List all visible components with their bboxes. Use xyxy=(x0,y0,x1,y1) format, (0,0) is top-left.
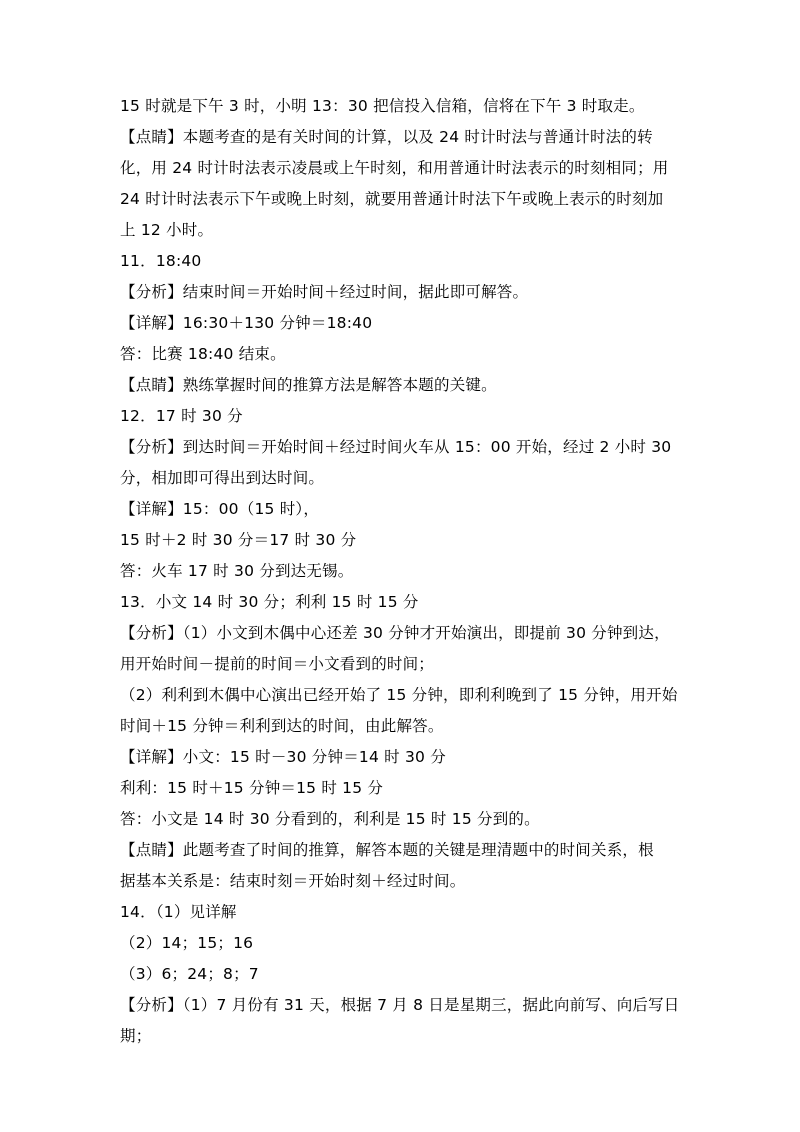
text-line: 【详解】小文：15 时－30 分钟＝14 时 30 分 xyxy=(120,748,446,766)
text-line: 上 12 小时。 xyxy=(120,221,214,239)
text-line: （2）利利到木偶中心演出已经开始了 15 分钟，即利利晚到了 15 分钟，用开始 xyxy=(120,686,678,704)
text-line: （2）14；15；16 xyxy=(120,934,254,952)
answer-heading: 11．18:40 xyxy=(120,252,202,270)
text-line: 15 时就是下午 3 时，小明 13：30 把信投入信箱，信将在下午 3 时取走。 xyxy=(120,97,645,115)
answer-heading: 13．小文 14 时 30 分；利利 15 时 15 分 xyxy=(120,593,419,611)
text-line: 【点睛】此题考查了时间的推算，解答本题的关键是理清题中的时间关系，根 xyxy=(120,841,654,859)
text-line: 【详解】15：00（15 时）， xyxy=(120,500,320,518)
text-line: 【分析】（1）7 月份有 31 天，根据 7 月 8 日是星期三，据此向前写、向后写日 xyxy=(120,996,680,1014)
text-line: 期； xyxy=(120,1027,152,1045)
text-line: 【分析】结束时间＝开始时间＋经过时间，据此即可解答。 xyxy=(120,283,529,301)
text-line: 【分析】到达时间＝开始时间＋经过时间火车从 15：00 开始，经过 2 小时 30 xyxy=(120,438,672,456)
text-line: 用开始时间－提前的时间＝小文看到的时间； xyxy=(120,655,435,673)
text-line: 【详解】16:30＋130 分钟＝18:40 xyxy=(120,314,373,332)
text-line: 答：火车 17 时 30 分到达无锡。 xyxy=(120,562,354,580)
answer-heading: 14．（1）见详解 xyxy=(120,903,237,921)
answer-heading: 12．17 时 30 分 xyxy=(120,407,243,425)
text-line: 据基本关系是：结束时刻＝开始时刻＋经过时间。 xyxy=(120,872,466,890)
text-line: 24 时计时法表示下午或晚上时刻，就要用普通计时法下午或晚上表示的时刻加 xyxy=(120,190,664,208)
text-line: 时间＋15 分钟＝利利到达的时间，由此解答。 xyxy=(120,717,444,735)
text-line: 化，用 24 时计时法表示凌晨或上午时刻，和用普通计时法表示的时刻相同；用 xyxy=(120,159,669,177)
text-line: （3）6；24；8；7 xyxy=(120,965,259,983)
text-line: 答：比赛 18:40 结束。 xyxy=(120,345,286,363)
text-line: 利利：15 时＋15 分钟＝15 时 15 分 xyxy=(120,779,384,797)
text-line: 答：小文是 14 时 30 分看到的，利利是 15 时 15 分到的。 xyxy=(120,810,540,828)
text-line: 15 时＋2 时 30 分＝17 时 30 分 xyxy=(120,531,357,549)
document-page xyxy=(120,96,680,1057)
text-line: 【分析】（1）小文到木偶中心还差 30 分钟才开始演出，即提前 30 分钟到达， xyxy=(120,624,670,642)
text-line: 【点睛】本题考查的是有关时间的计算，以及 24 时计时法与普通计时法的转 xyxy=(120,128,653,146)
text-line: 分，相加即可得出到达时间。 xyxy=(120,469,325,487)
text-line: 【点睛】熟练掌握时间的推算方法是解答本题的关键。 xyxy=(120,376,497,394)
